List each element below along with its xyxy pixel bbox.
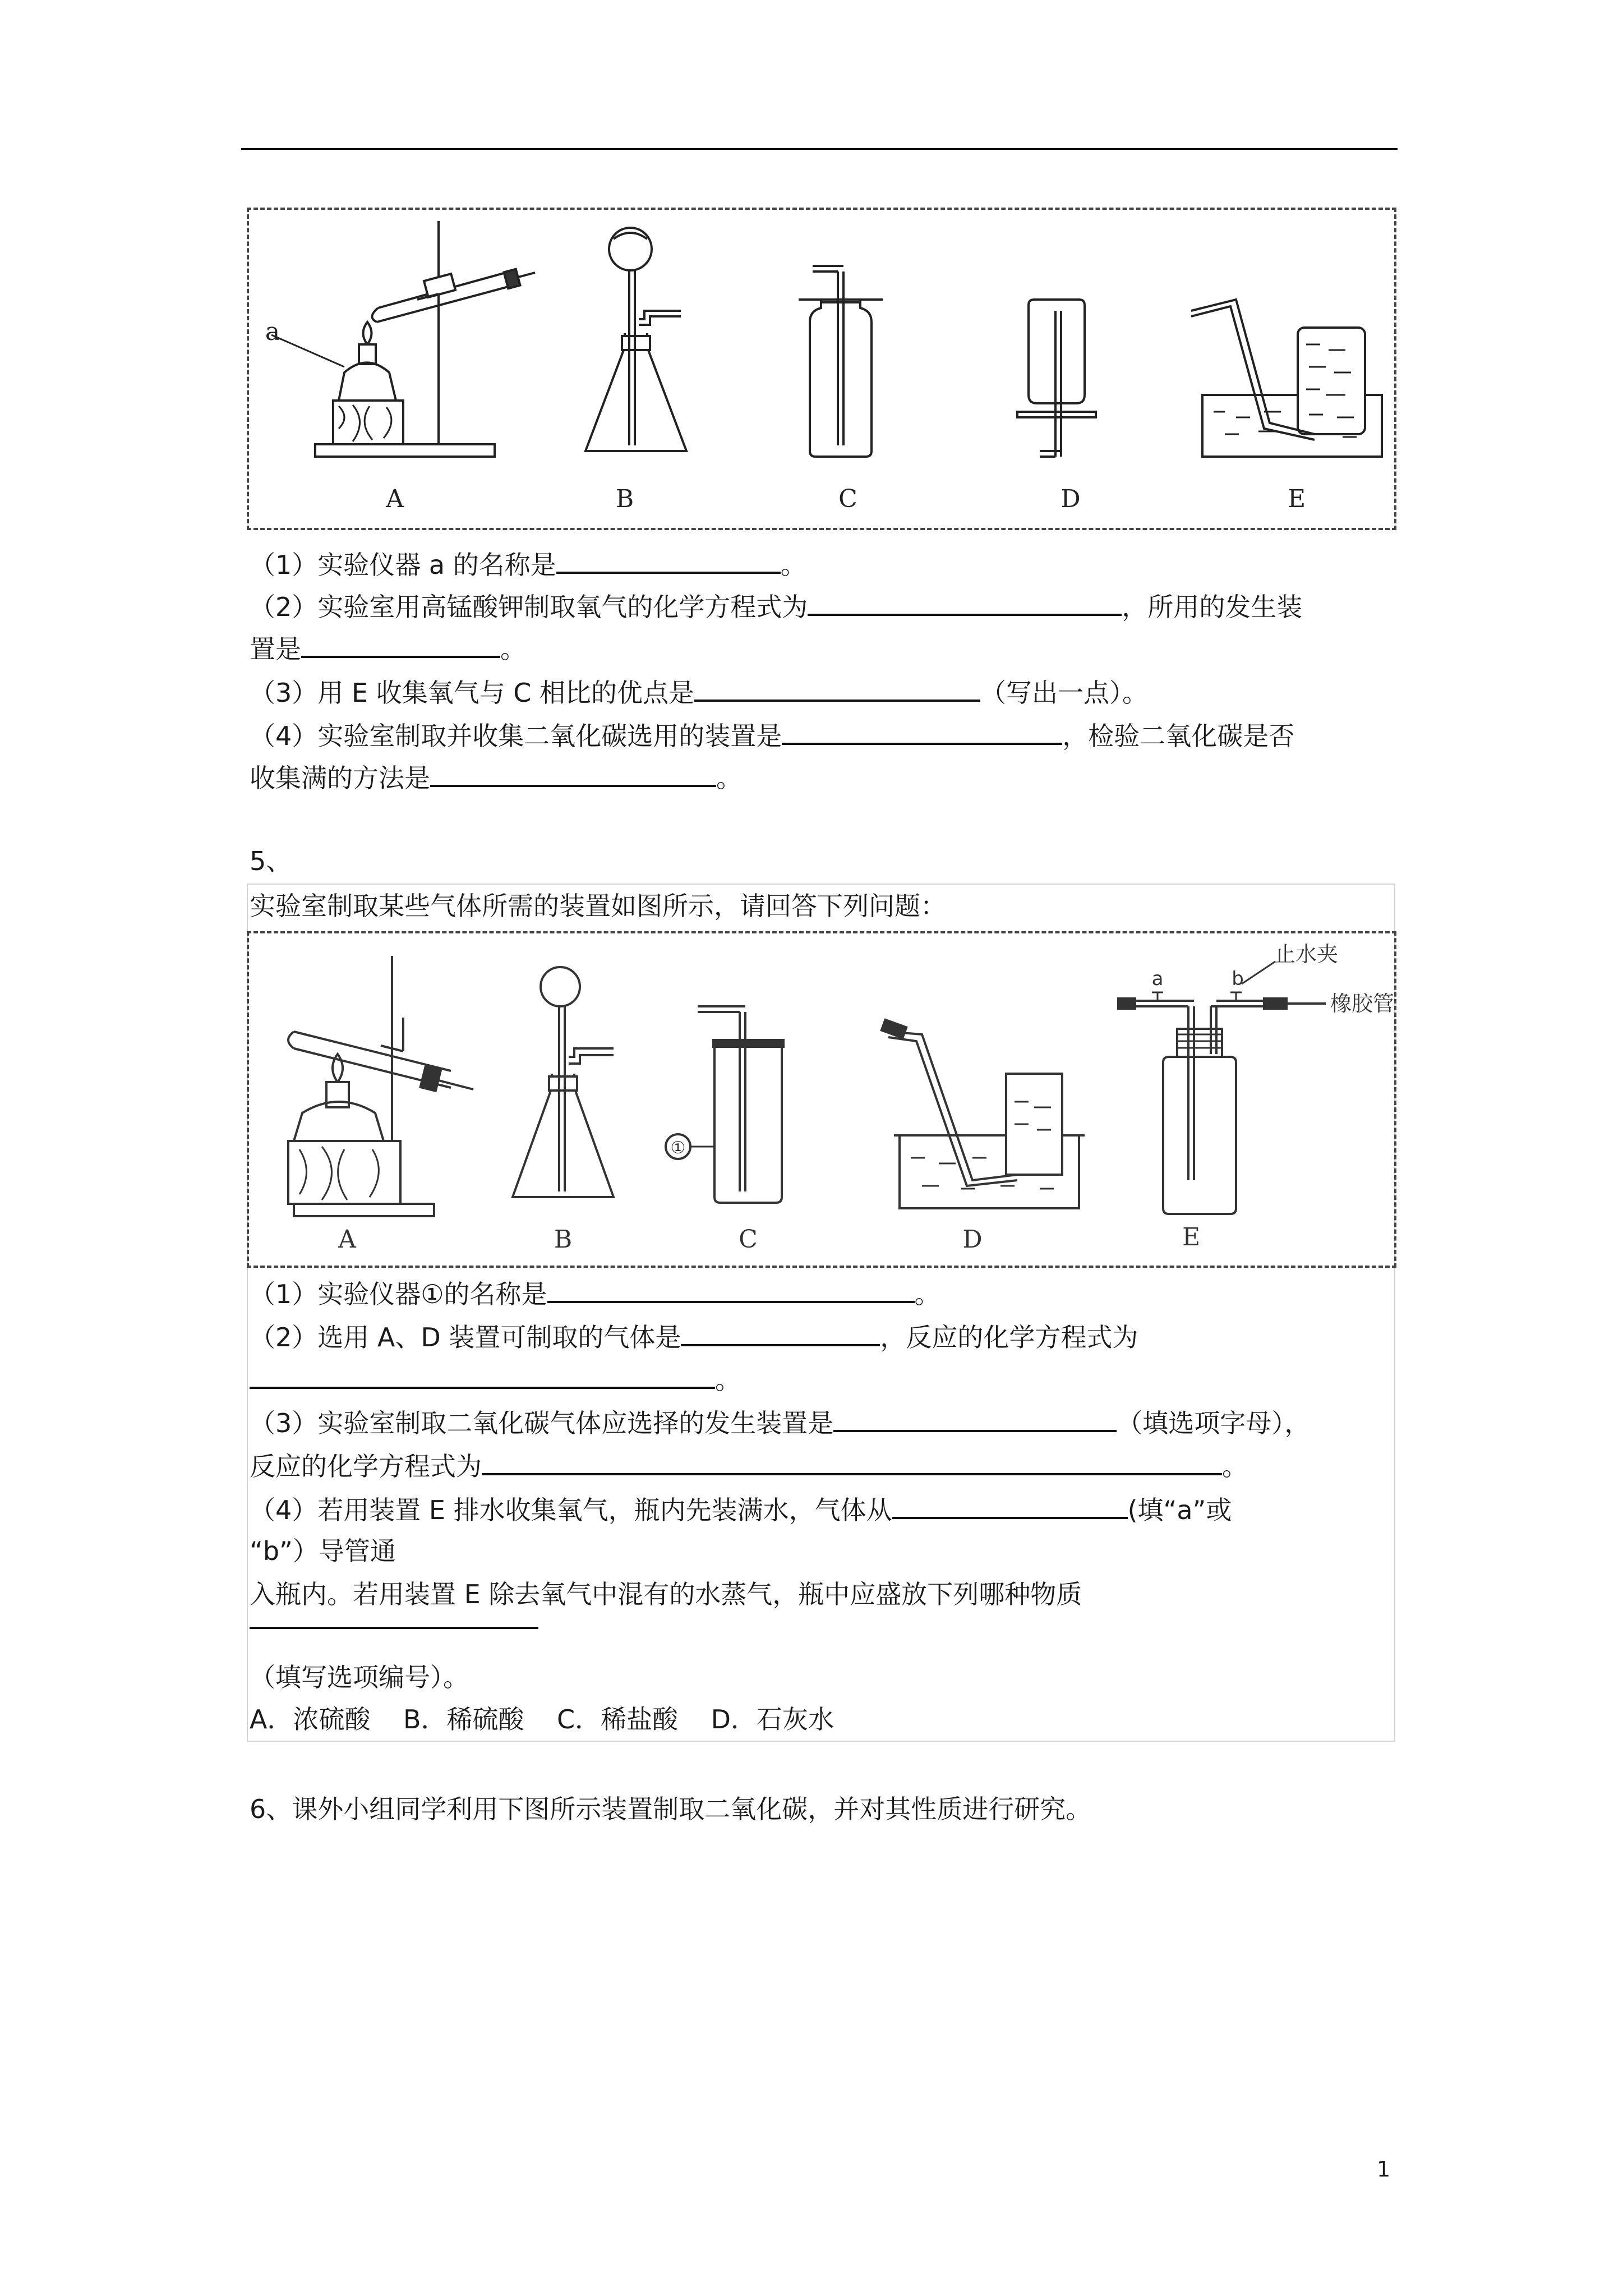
apparatus-A — [271, 221, 535, 457]
q5-line-6: （4）若用装置 E 排水收集氧气，瓶内先装满水，气体从 (填“a”或 — [250, 1492, 1232, 1527]
figure-2-labels — [338, 1223, 1200, 1254]
q5-number: 5、 — [250, 846, 292, 876]
apparatus-2D — [882, 1020, 1085, 1208]
figure-2-apparatus — [247, 931, 1396, 1268]
q4-line-6: 收集满的方法是 。 — [250, 760, 742, 795]
q5-line-9: （填写选项编号）。 — [250, 1662, 469, 1692]
q5-blank-4[interactable] — [833, 1405, 1117, 1432]
apparatus-2E — [1118, 942, 1394, 1214]
circled-1-label: ① — [670, 1138, 686, 1158]
q4-line-1: （1）实验仪器 a 的名称是 。 — [250, 547, 806, 582]
header-rule — [241, 148, 1398, 150]
label-2C: C — [739, 1225, 758, 1254]
q4-blank-3[interactable] — [301, 631, 500, 658]
q5-line-7: “b”）导管通 — [250, 1536, 396, 1566]
q5-blank-5[interactable] — [482, 1448, 1222, 1475]
label-2A: A — [338, 1225, 356, 1254]
q5-blank-6[interactable] — [892, 1492, 1128, 1519]
apparatus-D — [1017, 300, 1096, 457]
q5-intro: 实验室制取某些气体所需的装置如图所示，请回答下列问题： — [250, 891, 946, 921]
clamp-label: 止水夹 — [1274, 942, 1339, 967]
port-b-label: b — [1232, 968, 1244, 990]
apparatus-E — [1191, 300, 1382, 457]
q5-blank-3[interactable] — [250, 1362, 715, 1389]
q4-line-2: （2）实验室用高锰酸钾制取氧气的化学方程式为 ，所用的发生装 — [250, 589, 1302, 624]
q4-blank-4[interactable] — [694, 675, 980, 702]
q4-blank-5[interactable] — [782, 718, 1062, 745]
label-2B: B — [554, 1225, 573, 1254]
q5-line-8: 入瓶内。若用装置 E 除去氧气中混有的水蒸气，瓶中应盛放下列哪种物质 — [250, 1579, 1082, 1609]
figure-2-drawing — [249, 933, 1394, 1266]
q5-blank-2[interactable] — [681, 1319, 880, 1346]
figure-1-labels — [385, 485, 1306, 513]
q5-blank-1[interactable] — [547, 1276, 915, 1303]
pointer-label-a: a — [265, 318, 280, 346]
label-B: B — [615, 485, 634, 513]
q4-line-3: 置是 。 — [250, 631, 526, 666]
rubber-tube-label: 橡胶管 — [1330, 991, 1395, 1016]
apparatus-2B — [513, 967, 614, 1197]
figure-1-apparatus — [247, 208, 1396, 530]
q5-blank-7[interactable] — [250, 1627, 538, 1629]
q4-line-4: （3）用 E 收集氧气与 C 相比的优点是 （写出一点）。 — [250, 675, 1148, 710]
label-2D: D — [962, 1225, 983, 1254]
port-a-label: a — [1151, 968, 1164, 990]
q6-intro: 6、课外小组同学利用下图所示装置制取二氧化碳，并对其性质进行研究。 — [250, 1794, 1092, 1824]
q5-options: A．浓硫酸 B．稀硫酸 C．稀盐酸 D．石灰水 — [250, 1704, 834, 1734]
q4-line-5: （4）实验室制取并收集二氧化碳选用的装置是 ，检验二氧化碳是否 — [250, 718, 1294, 753]
apparatus-B — [585, 228, 686, 451]
q4-blank-6[interactable] — [430, 760, 716, 787]
label-C: C — [838, 485, 857, 513]
q4-blank-1[interactable] — [556, 547, 781, 574]
label-E: E — [1287, 485, 1306, 513]
q4-blank-2[interactable] — [808, 589, 1122, 616]
label-2E: E — [1182, 1223, 1201, 1251]
label-D: D — [1061, 485, 1081, 513]
q5-line-4: （3）实验室制取二氧化碳气体应选择的发生装置是 （填选项字母）， — [250, 1405, 1310, 1440]
q5-line-2: （2）选用 A、D 装置可制取的气体是 ，反应的化学方程式为 — [250, 1319, 1138, 1354]
apparatus-C — [799, 266, 883, 457]
apparatus-2A — [288, 956, 473, 1216]
apparatus-2C — [666, 1006, 783, 1203]
label-A: A — [386, 485, 404, 513]
q5-line-5: 反应的化学方程式为 。 — [250, 1448, 1248, 1483]
q5-line-3: 。 — [250, 1362, 741, 1397]
q5-line-1: （1）实验仪器①的名称是 。 — [250, 1276, 940, 1311]
figure-1-drawing — [249, 210, 1394, 528]
page-number: 1 — [1377, 2157, 1391, 2182]
